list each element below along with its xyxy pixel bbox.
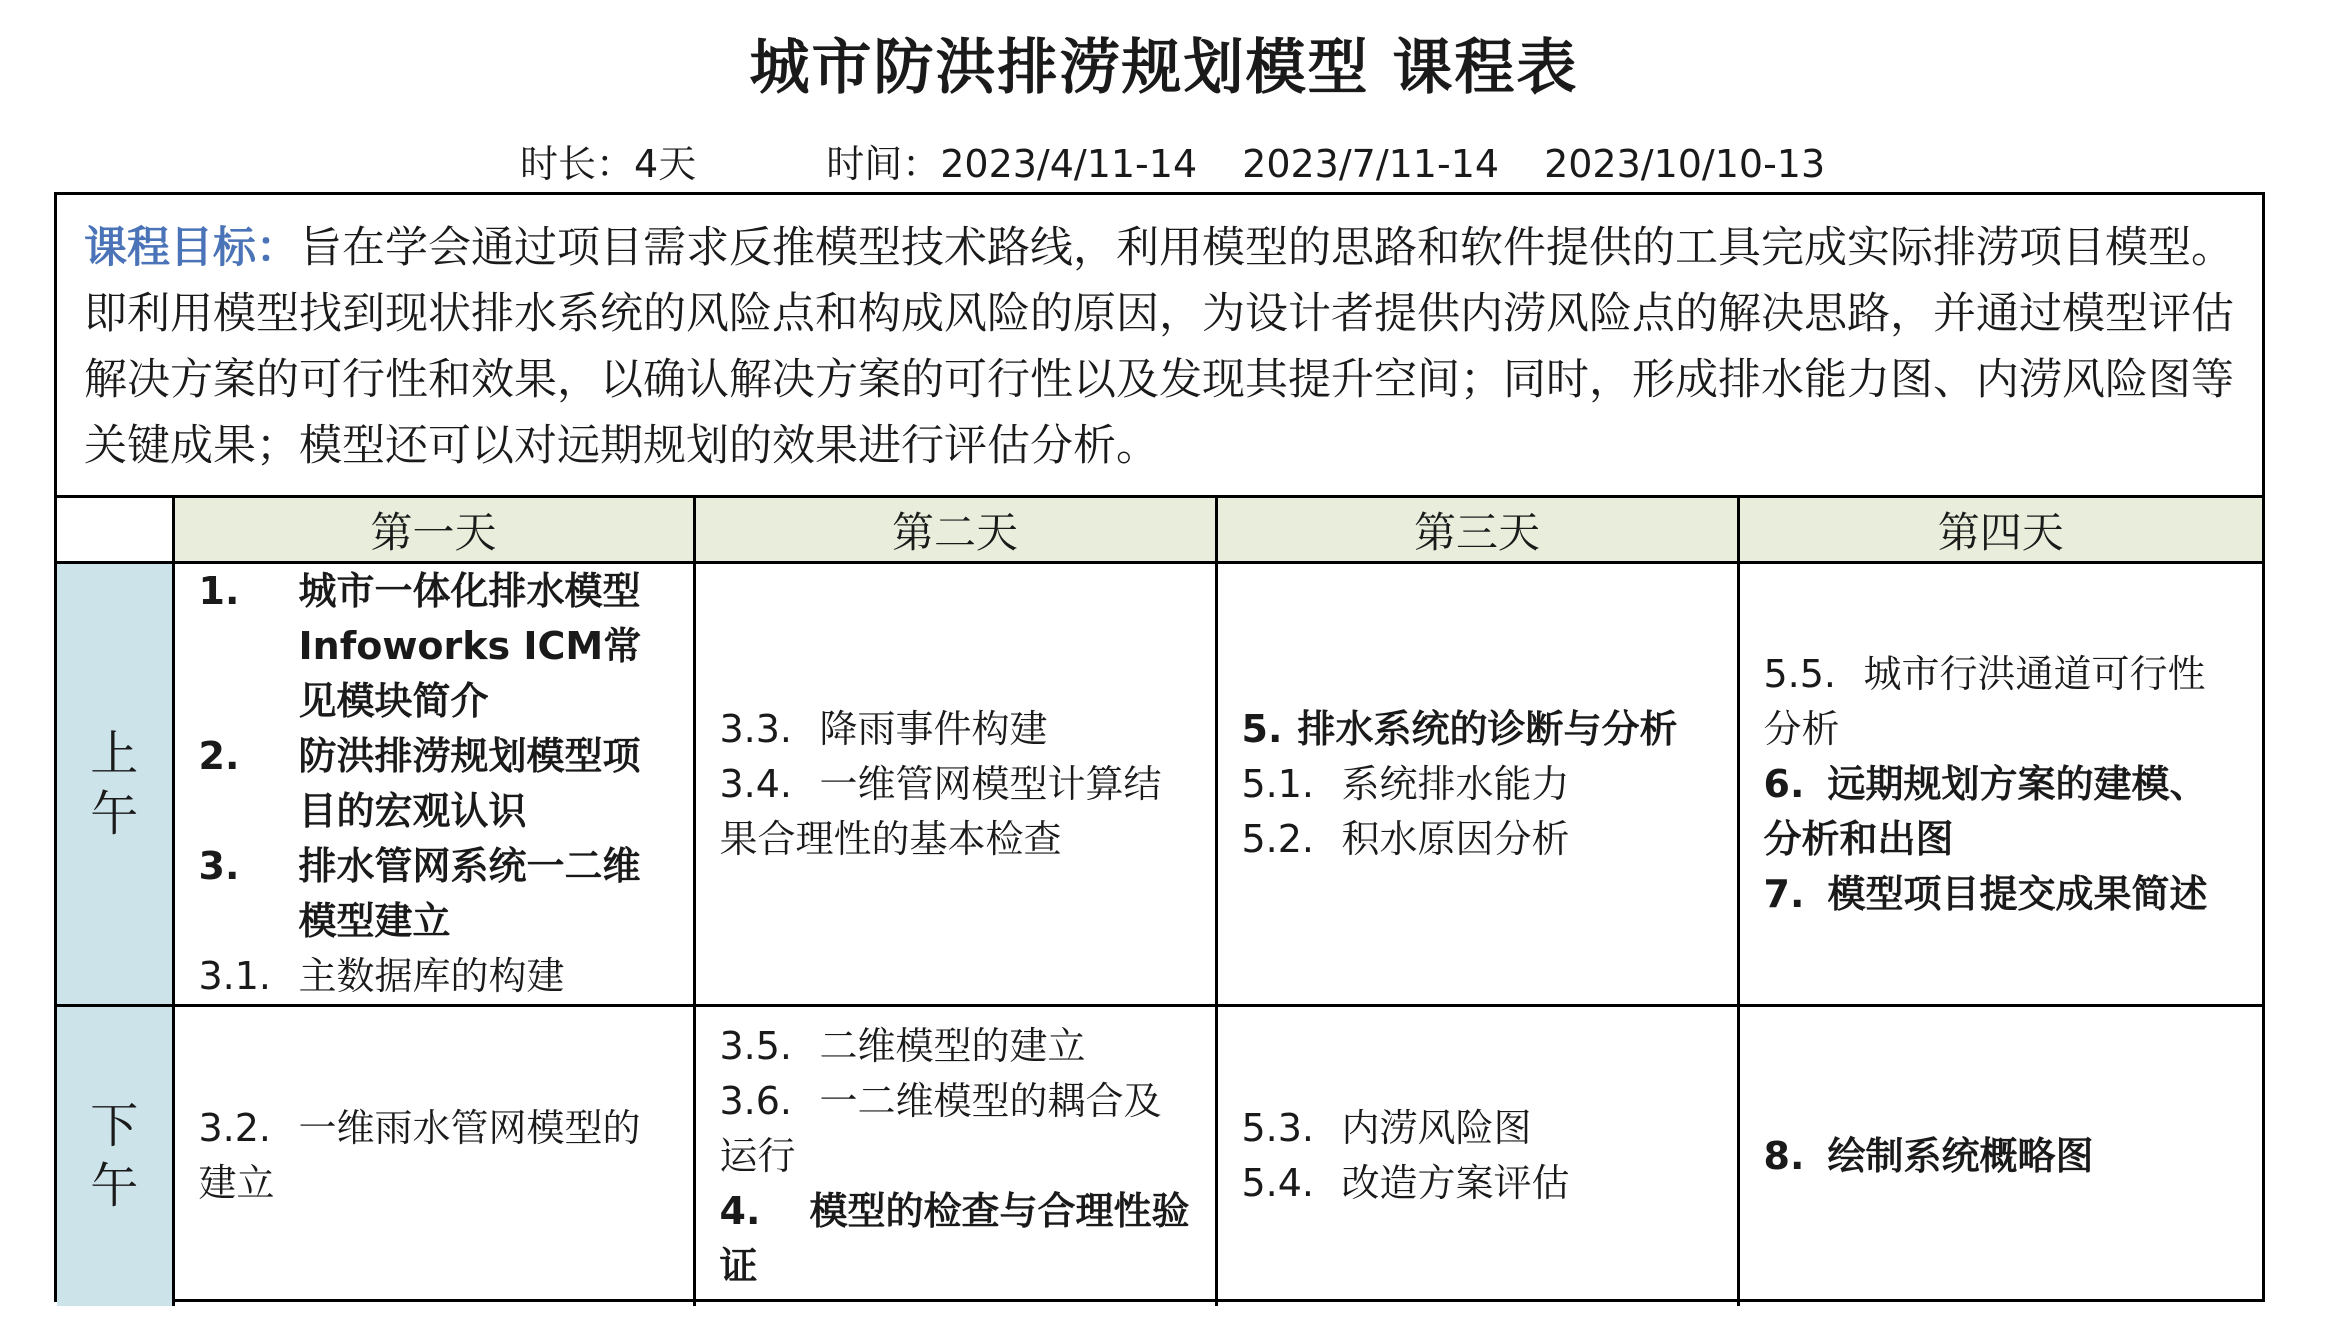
list-item: 2. 防洪排涝规划模型项目的宏观认识 (198, 734, 641, 833)
list-item: 5.2. 积水原因分析 (1241, 816, 1570, 861)
list-item: 5.3. 内涝风险图 (1241, 1106, 1532, 1151)
time-label: 时间： (826, 142, 941, 186)
course-objective (84, 215, 2244, 479)
day-header-3: 第三天 (1216, 497, 1738, 563)
list-item: 3.3. 降雨事件构建 (719, 706, 1048, 751)
duration-label: 时长： (520, 142, 635, 186)
course-meta (520, 138, 1825, 190)
list-item: 3.1. 主数据库的构建 (198, 954, 565, 998)
list-item: 5.5. 城市行洪通道可行性分析 (1763, 651, 2206, 751)
corner-cell (57, 497, 173, 563)
cell-day3-am (1216, 563, 1738, 1006)
cell-day4-pm (1738, 1006, 2262, 1306)
period-afternoon: 下午 (57, 1006, 173, 1306)
list-item: 3.6. 一二维模型的耦合及运行 (719, 1078, 1162, 1178)
list-item: 7. 模型项目提交成果简述 (1763, 871, 2208, 916)
schedule-table (57, 495, 2262, 1306)
list-item: 4. 模型的检查与合理性验证 (719, 1188, 1190, 1288)
day-header-2: 第二天 (694, 497, 1216, 563)
list-item: 8. 绘制系统概略图 (1763, 1133, 2094, 1178)
page-title: 城市防洪排涝规划模型 课程表 (749, 33, 1579, 103)
cell-day3-pm (1216, 1006, 1738, 1306)
list-item: 3.2. 一维雨水管网模型的建立 (198, 1106, 641, 1206)
objective-text: 旨在学会通过项目需求反推模型技术路线，利用模型的思路和软件提供的工具完成实际排涝项目模型。即利用模型找到现状排水系统的风险点和构成风险的原因，为设计者提供内涝风险点的解决思路，并通过模型评估解决方案的可行性和效果，以确认解决方案的可行性以及发现其提升空间；同时，形成排水能力图、内涝风险图等关键成果；模型还可以对远期规划的效果进行评估分析。 (84, 223, 2234, 471)
list-item: 5.1. 系统排水能力 (1241, 761, 1570, 806)
day-header-1: 第一天 (173, 497, 694, 563)
cell-day4-am (1738, 563, 2262, 1006)
day-header-4: 第四天 (1738, 497, 2262, 563)
list-item: 1. 城市一体化排水模型Infoworks ICM常见模块简介 (198, 569, 642, 723)
list-item: 3.4. 一维管网模型计算结果合理性的基本检查 (719, 761, 1162, 861)
date-range-3: 2023/10/10-13 (1544, 142, 1826, 186)
cell-day1-am (173, 563, 694, 1006)
cell-day2-pm (694, 1006, 1216, 1306)
cell-day1-pm (173, 1006, 694, 1306)
objective-label: 课程目标： (84, 223, 299, 273)
schedule-frame (54, 192, 2265, 1302)
list-item: 3. 排水管网系统一二维模型建立 (198, 844, 641, 943)
list-item: 6. 远期规划方案的建模、分析和出图 (1763, 761, 2208, 861)
date-range-2: 2023/7/11-14 (1242, 142, 1500, 186)
list-item: 5.4. 改造方案评估 (1241, 1161, 1570, 1206)
period-morning: 上午 (57, 563, 173, 1006)
list-item: 3.5. 二维模型的建立 (719, 1023, 1086, 1068)
list-item: 5. 排水系统的诊断与分析 (1241, 706, 1678, 751)
cell-day2-am (694, 563, 1216, 1006)
date-range-1: 2023/4/11-14 (940, 142, 1198, 186)
duration-value: 4天 (634, 142, 697, 186)
